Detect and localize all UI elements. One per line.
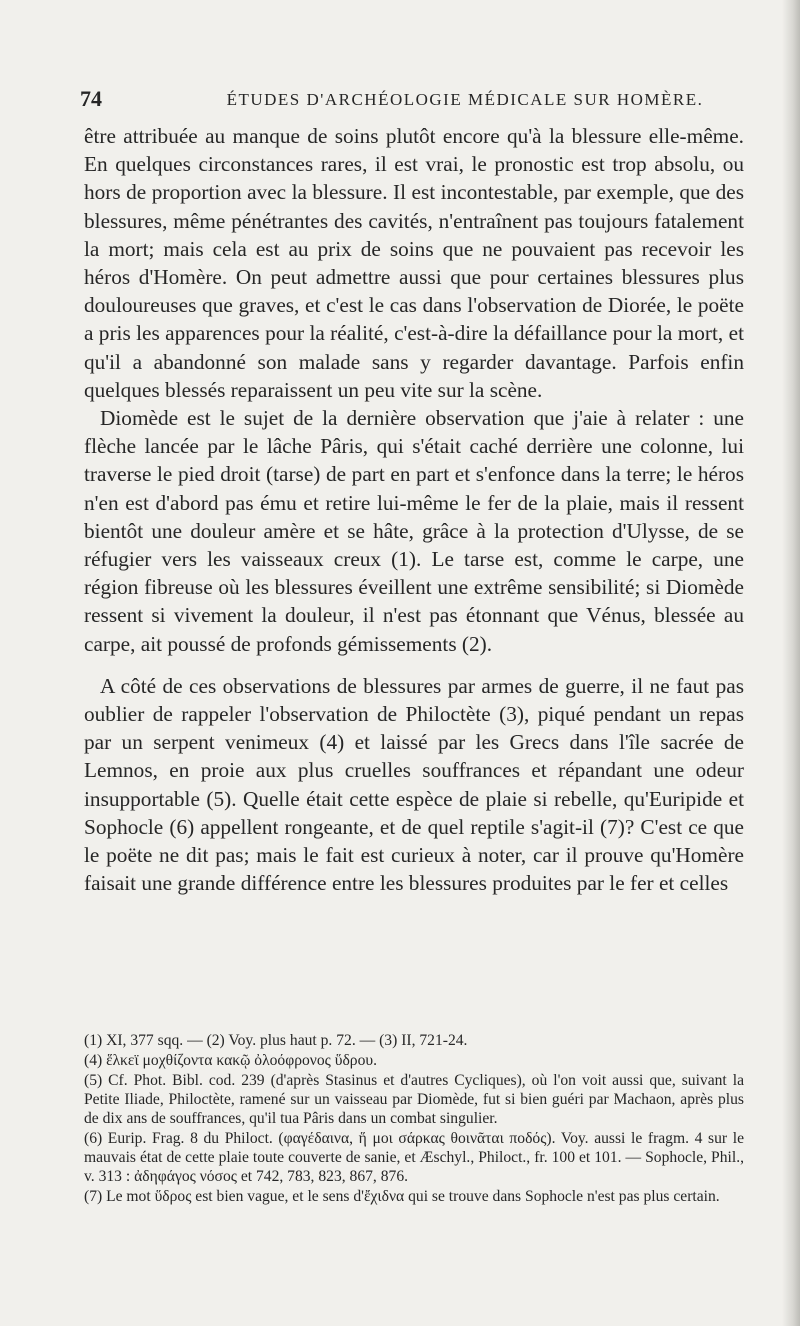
body-text xyxy=(84,122,744,897)
paragraph-1: être attribuée au manque de soins plutôt encore qu'à la blessure elle-même. En quelques circonstances rares, il est vrai, le pronostic est trop absolu, ou hors de proportion avec la blessure. Il est incontestable, par exemple, que des blessures, même pénétrantes des cavités, n'entraînent pas toujours fatalement la mort; mais cela est au prix de soins que ne pouvaient pas recevoir les héros d'Homère. On peut admettre aussi que pour certaines blessures plus douloureuses que graves, et c'est le cas dans l'observation de Diorée, le poëte a pris les apparences pour la réalité, c'est-à-dire la défaillance pour la mort, et qu'il a abandonné son malade sans y regarder davantage. Parfois enfin quelques blessés reparaissent un peu vite sur la scène. xyxy=(84,124,744,402)
footnote-4: (4) ἕλκεϊ μοχθίζοντα κακῷ ὀλοόφρονος ὕδρου. xyxy=(84,1052,377,1069)
footnote-1-3: (1) XI, 377 sqq. — (2) Voy. plus haut p. 72. — (3) II, 721-24. xyxy=(84,1032,468,1049)
paragraph-2: Diomède est le sujet de la dernière observation que j'aie à relater : une flèche lancée par le lâche Pâris, qui s'était caché derrière une colonne, lui traverse le pied droit (tarse) de part en part et s'enfonce dans la terre; le héros n'en est d'abord pas ému et retire lui-même le fer de la plaie, mais il ressent bientôt une douleur amère et se hâte, grâce à la protection d'Ulysse, de se réfugier vers les vaisseaux creux (1). Le tarse est, comme le carpe, une région fibreuse où les blessures éveillent une extrême sensibilité; si Diomède ressent si vivement la douleur, il n'est pas étonnant que Vénus, blessée au carpe, ait poussé de profonds gémissements (2). xyxy=(84,406,744,656)
paragraph-3: A côté de ces observations de blessures par armes de guerre, il ne faut pas oublier de rappeler l'observation de Philoctète (3), piqué pendant un repas par un serpent venimeux (4) et laissé par les Grecs dans l'île sacrée de Lemnos, en proie aux plus cruelles souffrances et répandant une odeur insupportable (5). Quelle était cette espèce de plaie si rebelle, qu'Euripide et Sophocle (6) appellent rongeante, et de quel reptile s'agit-il (7)? C'est ce que le poëte ne dit pas; mais le fait est curieux à noter, car il prouve qu'Homère faisait une grande différence entre les blessures produites par le fer et celles xyxy=(84,673,744,896)
footnotes xyxy=(84,1031,744,1207)
footnote-7: (7) Le mot ὕδρος est bien vague, et le sens d'ἔχιδνα qui se trouve dans Sophocle n'est pas plus certain. xyxy=(84,1188,720,1205)
footnote-5: (5) Cf. Phot. Bibl. cod. 239 (d'après Stasinus et d'autres Cycliques), où l'on voit aussi que, suivant la Petite Iliade, Philoctète, ramené sur un vaisseau par Diomède, fut si bien guéri par Machaon, après plus de dix ans de souffrances, qu'il tua Pâris dans un combat singulier. xyxy=(84,1072,744,1127)
page-number: 74 xyxy=(80,86,102,111)
footnote-6: (6) Eurip. Frag. 8 du Philoct. (φαγέδαινα, ἥ μοι σάρκας θοινᾶται ποδός). Voy. aussi le fragm. 4 sur le mauvais état de cette plaie toute couverte de sanie, et Æschyl., Philoct., fr. 100 et 101. — Sophocle, Phil., v. 313 : ἀδηφάγος νόσος et 742, 783, 823, 867, 876. xyxy=(84,1130,744,1185)
page-edge-shadow xyxy=(782,0,800,1326)
page-header xyxy=(80,86,740,116)
running-head: ÉTUDES D'ARCHÉOLOGIE MÉDICALE SUR HOMÈRE. xyxy=(226,90,704,109)
